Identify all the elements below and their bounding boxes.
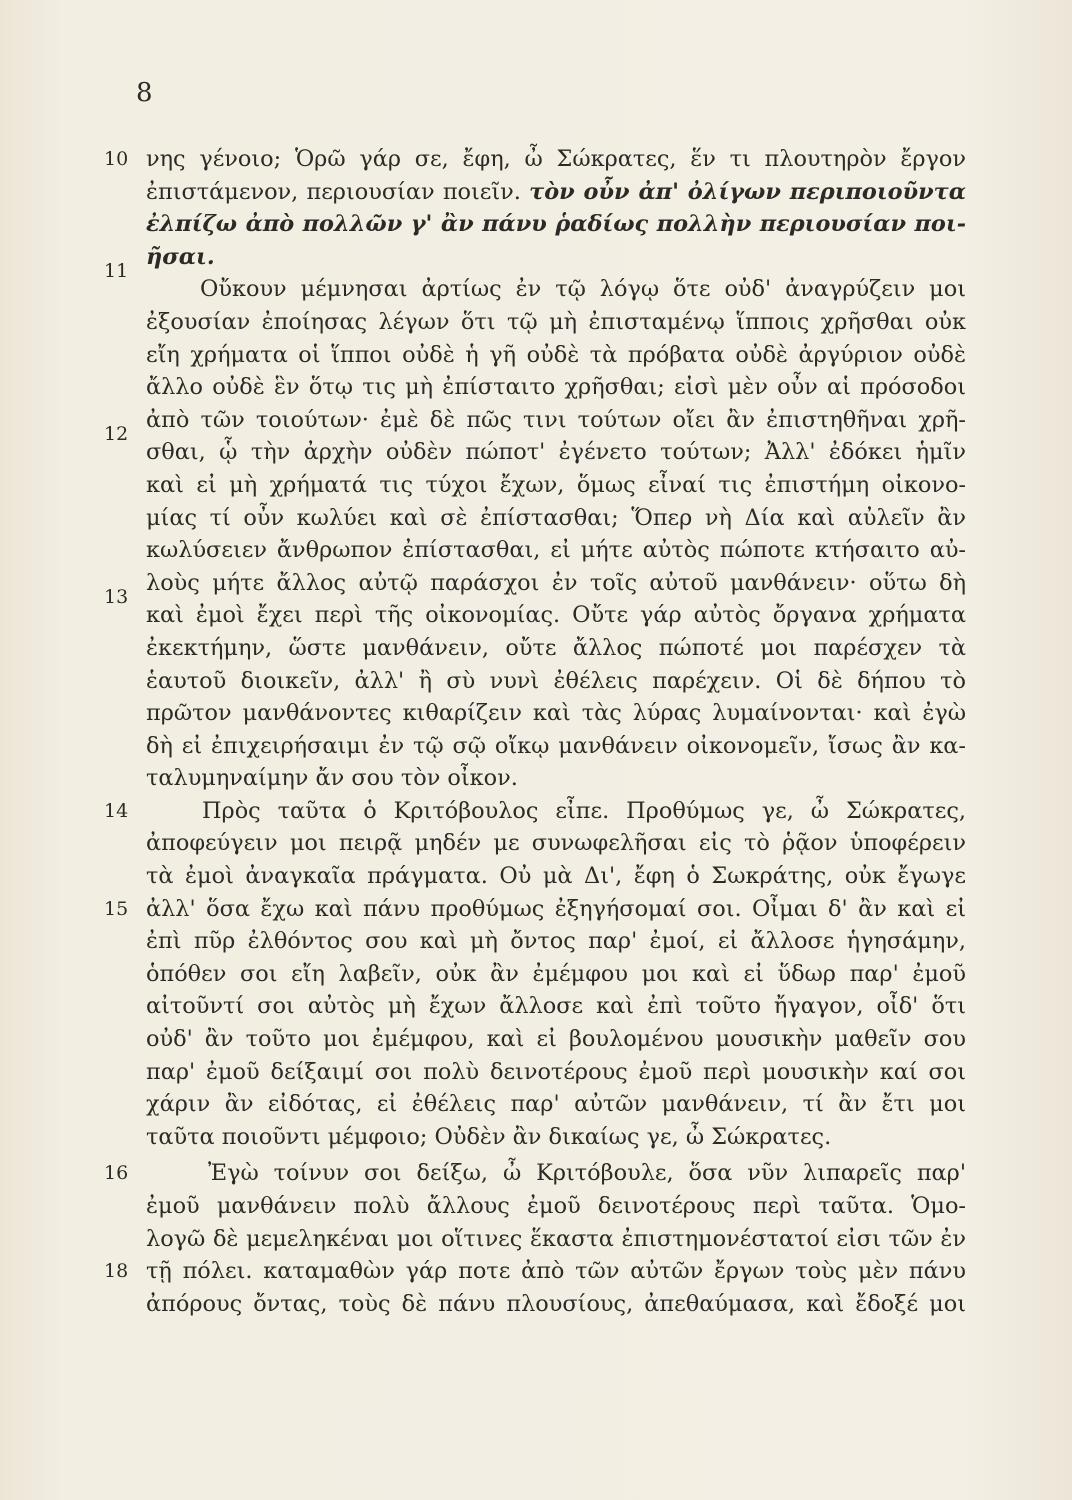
text-line xyxy=(104,1157,966,1190)
line-number: 18 xyxy=(104,1260,129,1283)
text-line xyxy=(146,990,966,1023)
line-text: ῆσαι. xyxy=(146,243,215,270)
text-line xyxy=(146,1121,966,1154)
text-line xyxy=(146,534,966,567)
line-text: ἐμοῦ μανθάνειν πολὺ ἄλλους ἐμοῦ δεινοτέρους περὶ ταῦτα. Ὁμο- xyxy=(146,1193,966,1219)
line-number: 14 xyxy=(104,799,129,822)
line-text: ἑαυτοῦ διοικεῖν, ἀλλ' ἢ σὺ νυνὶ ἐθέλεις παρέχειν. Οἱ δὲ δήπου τὸ xyxy=(146,667,966,694)
text-line xyxy=(104,893,966,926)
line-text: καὶ ἐμοὶ ἔχει περὶ τῆς οἰκονομίας. Οὔτε γάρ αὐτὸς ὄργανα χρήματα xyxy=(146,602,966,629)
line-text: Οὔκουν μέμνησαι ἀρτίως ἐν τῷ λόγῳ ὅτε οὐδ' ἀναγρύζειν μοι xyxy=(200,276,966,303)
text-line xyxy=(104,260,966,306)
line-text: ταλυμηναίμην ἄν σου τὸν οἶκον. xyxy=(146,765,518,792)
line-number: 12 xyxy=(104,423,129,446)
text-line xyxy=(146,1056,966,1089)
text-line xyxy=(146,697,966,730)
text-line xyxy=(146,925,966,958)
text-line xyxy=(104,795,966,828)
line-text: παρ' ἐμοῦ δείξαιμί σοι πολὺ δεινοτέρους ἐμοῦ περὶ μουσικὴν καί σοι xyxy=(146,1058,966,1085)
line-text: καὶ εἰ μὴ χρήματά τις τύχοι ἔχων, ὅμως εἶναί τις ἐπιστήμη οἰκονο- xyxy=(146,471,966,498)
text-line xyxy=(146,404,966,437)
text-line xyxy=(146,632,966,665)
text-line xyxy=(146,827,966,860)
text-line xyxy=(146,730,966,763)
line-text: ἀπόρους ὄντας, τοὺς δὲ πάνυ πλουσίους, ἀπεθαύμασα, καὶ ἔδοξέ μοι xyxy=(146,1290,966,1317)
line-text: μίας τί οὖν κωλύει καὶ σὲ ἐπίστασθαι; Ὅπερ νὴ Δία καὶ αὐλεῖν ἂν xyxy=(146,504,966,531)
text-line xyxy=(146,339,966,372)
text-line xyxy=(146,469,966,502)
text-line xyxy=(146,665,966,698)
text-line xyxy=(146,1088,966,1121)
line-text: ὁπόθεν σοι εἴη λαβεῖν, οὐκ ἂν ἐμέμφου μοι καὶ εἰ ὕδωρ παρ' ἐμοῦ xyxy=(146,960,966,987)
text-line xyxy=(146,567,966,600)
line-text: πρῶτον μανθάνοντες κιθαρίζειν καὶ τὰς λύρας λυμαίνονται· καὶ ἐγὼ xyxy=(146,700,966,727)
line-text: ἐπὶ πῦρ ἐλθόντος σου καὶ μὴ ὄντος παρ' ἐμοί, εἰ ἄλλοσε ἡγησάμην, xyxy=(146,928,966,955)
text-line xyxy=(146,762,966,795)
text-line xyxy=(146,1190,966,1223)
line-text: δὴ εἰ ἐπιχειρήσαιμι ἐν τῷ σῷ οἴκῳ μανθάνειν οἰκονομεῖν, ἴσως ἂν κα- xyxy=(146,732,966,759)
text-line xyxy=(146,1023,966,1056)
greek-text-block xyxy=(104,143,966,1320)
line-text: τῇ πόλει. καταμαθὼν γάρ ποτε ἀπὸ τῶν αὐτῶν ἔργων τοὺς μὲν πάνυ xyxy=(146,1258,966,1285)
line-text: σθαι, ᾧ τὴν ἀρχὴν οὐδὲν πώποτ' ἐγένετο τούτων; Ἀλλ' ἐδόκει ἡμῖν xyxy=(146,439,966,466)
text-line xyxy=(146,502,966,535)
line-text: ἐκεκτήμην, ὥστε μανθάνειν, οὔτε ἄλλος πώποτέ μοι παρέσχεν τὰ xyxy=(146,634,966,661)
text-line xyxy=(146,208,966,241)
line-text: ἀλλ' ὅσα ἔχω καὶ πάνυ προθύμως ἐξηγήσομαί σοι. Οἶμαι δ' ἂν καὶ εἰ xyxy=(146,895,966,922)
line-text: ἄλλο οὐδὲ ἓν ὅτῳ τις μὴ ἐπίσταιτο χρῆσθαι; εἰσὶ μὲν οὖν αἱ πρόσοδοι xyxy=(146,374,966,401)
text-line xyxy=(146,371,966,404)
line-text: Ἐγὼ τοίνυν σοι δείξω, ὦ Κριτόβουλε, ὅσα νῦν λιπαρεῖς παρ' xyxy=(208,1160,966,1187)
line-text: ἐπιστάμενον, περιουσίαν ποιεῖν. xyxy=(146,178,521,205)
line-number: 15 xyxy=(104,897,129,920)
text-line xyxy=(146,958,966,991)
line-text: ἀποφεύγειν μοι πειρᾷ μηδέν με συνωφελῆσαι εἰς τὸ ῥᾷον ὑποφέρειν xyxy=(146,830,966,857)
line-text: ἐλπίζω ἀπὸ πολλῶν γ' ἂν πάνυ ῥαδίως πολλὴν περιουσίαν ποι- xyxy=(146,211,966,238)
line-text: εἴη χρήματα οἱ ἵπποι οὐδὲ ἡ γῆ οὐδὲ τὰ πρόβατα οὐδὲ ἀργύριον οὐδὲ xyxy=(146,341,966,368)
line-text: κωλύσειεν ἄνθρωπον ἐπίστασθαι, εἰ μήτε αὐτὸς πώποτε κτήσαιτο αὐ- xyxy=(146,537,966,564)
line-text: λοὺς μήτε ἄλλος αὐτῷ παράσχοι ἐν τοῖς αὐτοῦ μανθάνειν· οὕτω δὴ xyxy=(146,569,966,596)
text-line xyxy=(104,423,966,469)
line-text-bold: τὸν οὖν ἀπ' ὀλίγων περιποιοῦντα xyxy=(529,178,966,205)
line-text: οὐδ' ἂν τοῦτο μοι ἐμέμφου, καὶ εἰ βουλομένου μουσικὴν μαθεῖν σου xyxy=(146,1026,966,1053)
text-line xyxy=(146,241,966,274)
text-line xyxy=(146,1223,966,1256)
line-text: ἀπὸ τῶν τοιούτων· ἐμὲ δὲ πῶς τινι τούτων οἴει ἂν ἐπιστηθῆναι χρῆ- xyxy=(146,406,966,433)
line-text: νης γένοιο; Ὁρῶ γάρ σε, ἔφη, ὦ Σώκρατες, ἕν τι πλουτηρὸν ἔργον xyxy=(146,146,966,172)
page-number: 8 xyxy=(136,78,153,108)
line-text: αἰτοῦντί σοι αὐτὸς μὴ ἔχων ἄλλοσε καὶ ἐπὶ τοῦτο ἤγαγον, οἶδ' ὅτι xyxy=(146,993,966,1020)
line-text: Πρὸς ταῦτα ὁ Κριτόβουλος εἶπε. Προθύμως γε, ὦ Σώκρατες, xyxy=(202,797,966,824)
line-number: 11 xyxy=(104,260,129,283)
text-line xyxy=(104,143,966,176)
text-line xyxy=(146,176,966,209)
text-line xyxy=(146,1288,966,1321)
text-line xyxy=(146,860,966,893)
line-number: 16 xyxy=(104,1162,129,1185)
text-line xyxy=(104,586,966,632)
text-line xyxy=(104,1255,966,1288)
text-line xyxy=(146,306,966,339)
line-text: λογῶ δὲ μεμεληκέναι μοι οἵτινες ἕκαστα ἐπιστημονέστατοί εἰσι τῶν ἐν xyxy=(146,1225,966,1252)
line-text: ταῦτα ποιοῦντι μέμφοιο; Οὐδὲν ἂν δικαίως γε, ὦ Σώκρατες. xyxy=(146,1123,832,1150)
line-text: τὰ ἐμοὶ ἀναγκαῖα πράγματα. Οὐ μὰ Δι', ἔφη ὁ Σωκράτης, οὐκ ἔγωγε xyxy=(146,863,966,890)
line-text: ἐξουσίαν ἐποίησας λέγων ὅτι τῷ μὴ ἐπισταμένῳ ἵπποις χρῆσθαι οὐκ xyxy=(146,308,966,335)
line-number: 13 xyxy=(104,586,129,609)
line-number: 10 xyxy=(104,148,129,170)
line-text: χάριν ἂν εἰδότας, εἰ ἐθέλεις παρ' αὐτῶν μανθάνειν, τί ἂν ἔτι μοι xyxy=(146,1091,966,1118)
